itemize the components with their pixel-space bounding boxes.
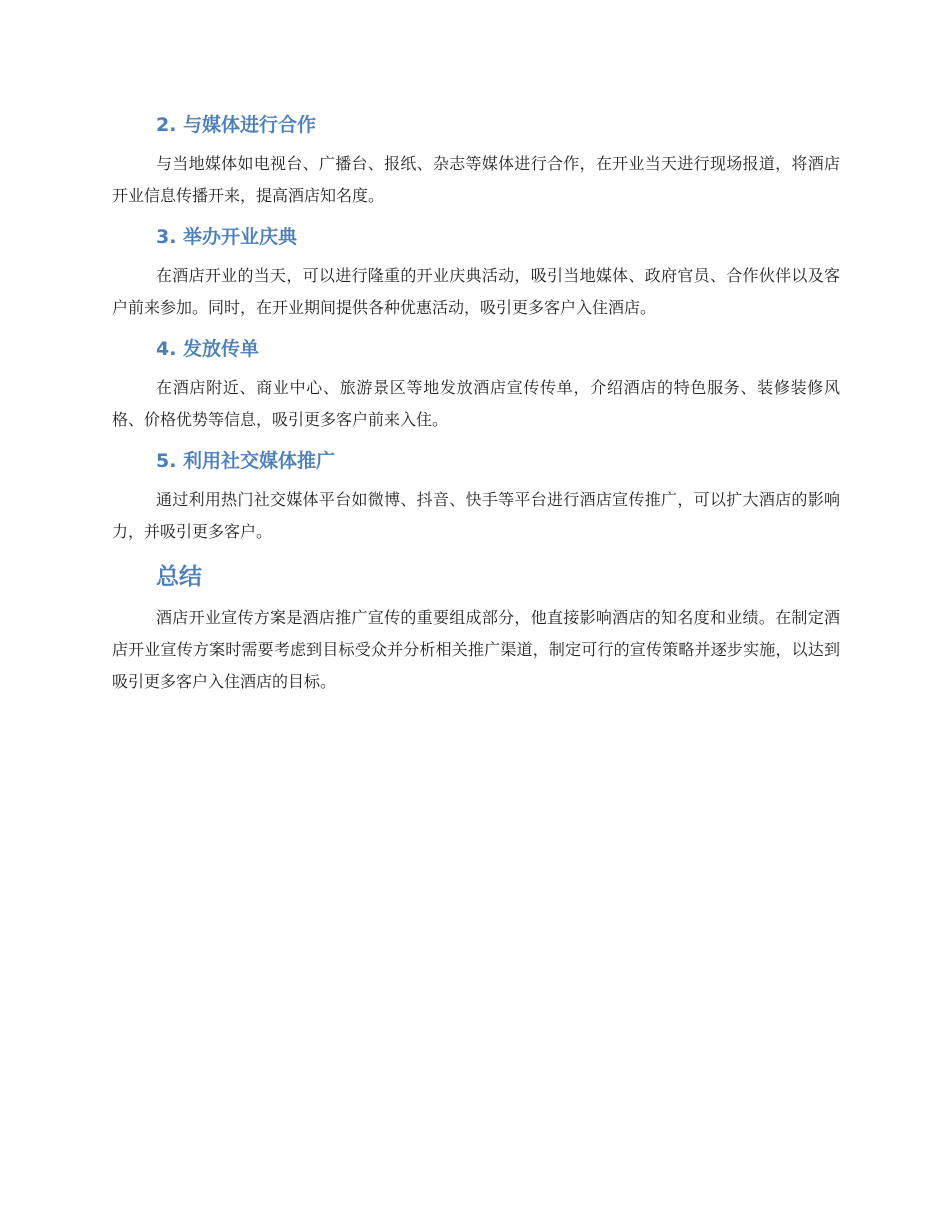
- section-heading-ceremony: 3. 举办开业庆典: [156, 226, 298, 248]
- section-body-social-media: 通过利用热门社交媒体平台如微博、抖音、快手等平台进行酒店宣传推广，可以扩大酒店的影响力，并吸引更多客户。: [112, 490, 840, 541]
- section-body-ceremony: 在酒店开业的当天，可以进行隆重的开业庆典活动，吸引当地媒体、政府官员、合作伙伴以及客户前来参加。同时，在开业期间提供各种优惠活动，吸引更多客户入住酒店。: [112, 266, 840, 317]
- section-heading-social-media: 5. 利用社交媒体推广: [156, 450, 336, 472]
- section-body-flyers: 在酒店附近、商业中心、旅游景区等地发放酒店宣传传单，介绍酒店的特色服务、装修装修风格、价格优势等信息，吸引更多客户前来入住。: [112, 378, 840, 429]
- section-heading-flyers: 4. 发放传单: [156, 338, 260, 360]
- document-content: [112, 110, 840, 698]
- section-heading-media: 2. 与媒体进行合作: [156, 114, 317, 136]
- section-body-media: 与当地媒体如电视台、广播台、报纸、杂志等媒体进行合作，在开业当天进行现场报道，将酒店开业信息传播开来，提高酒店知名度。: [112, 154, 840, 205]
- summary-heading: 总结: [156, 564, 202, 590]
- summary-body: 酒店开业宣传方案是酒店推广宣传的重要组成部分，他直接影响酒店的知名度和业绩。在制定酒店开业宣传方案时需要考虑到目标受众并分析相关推广渠道，制定可行的宣传策略并逐步实施，以达到吸引更多客户入住酒店的目标。: [112, 608, 840, 691]
